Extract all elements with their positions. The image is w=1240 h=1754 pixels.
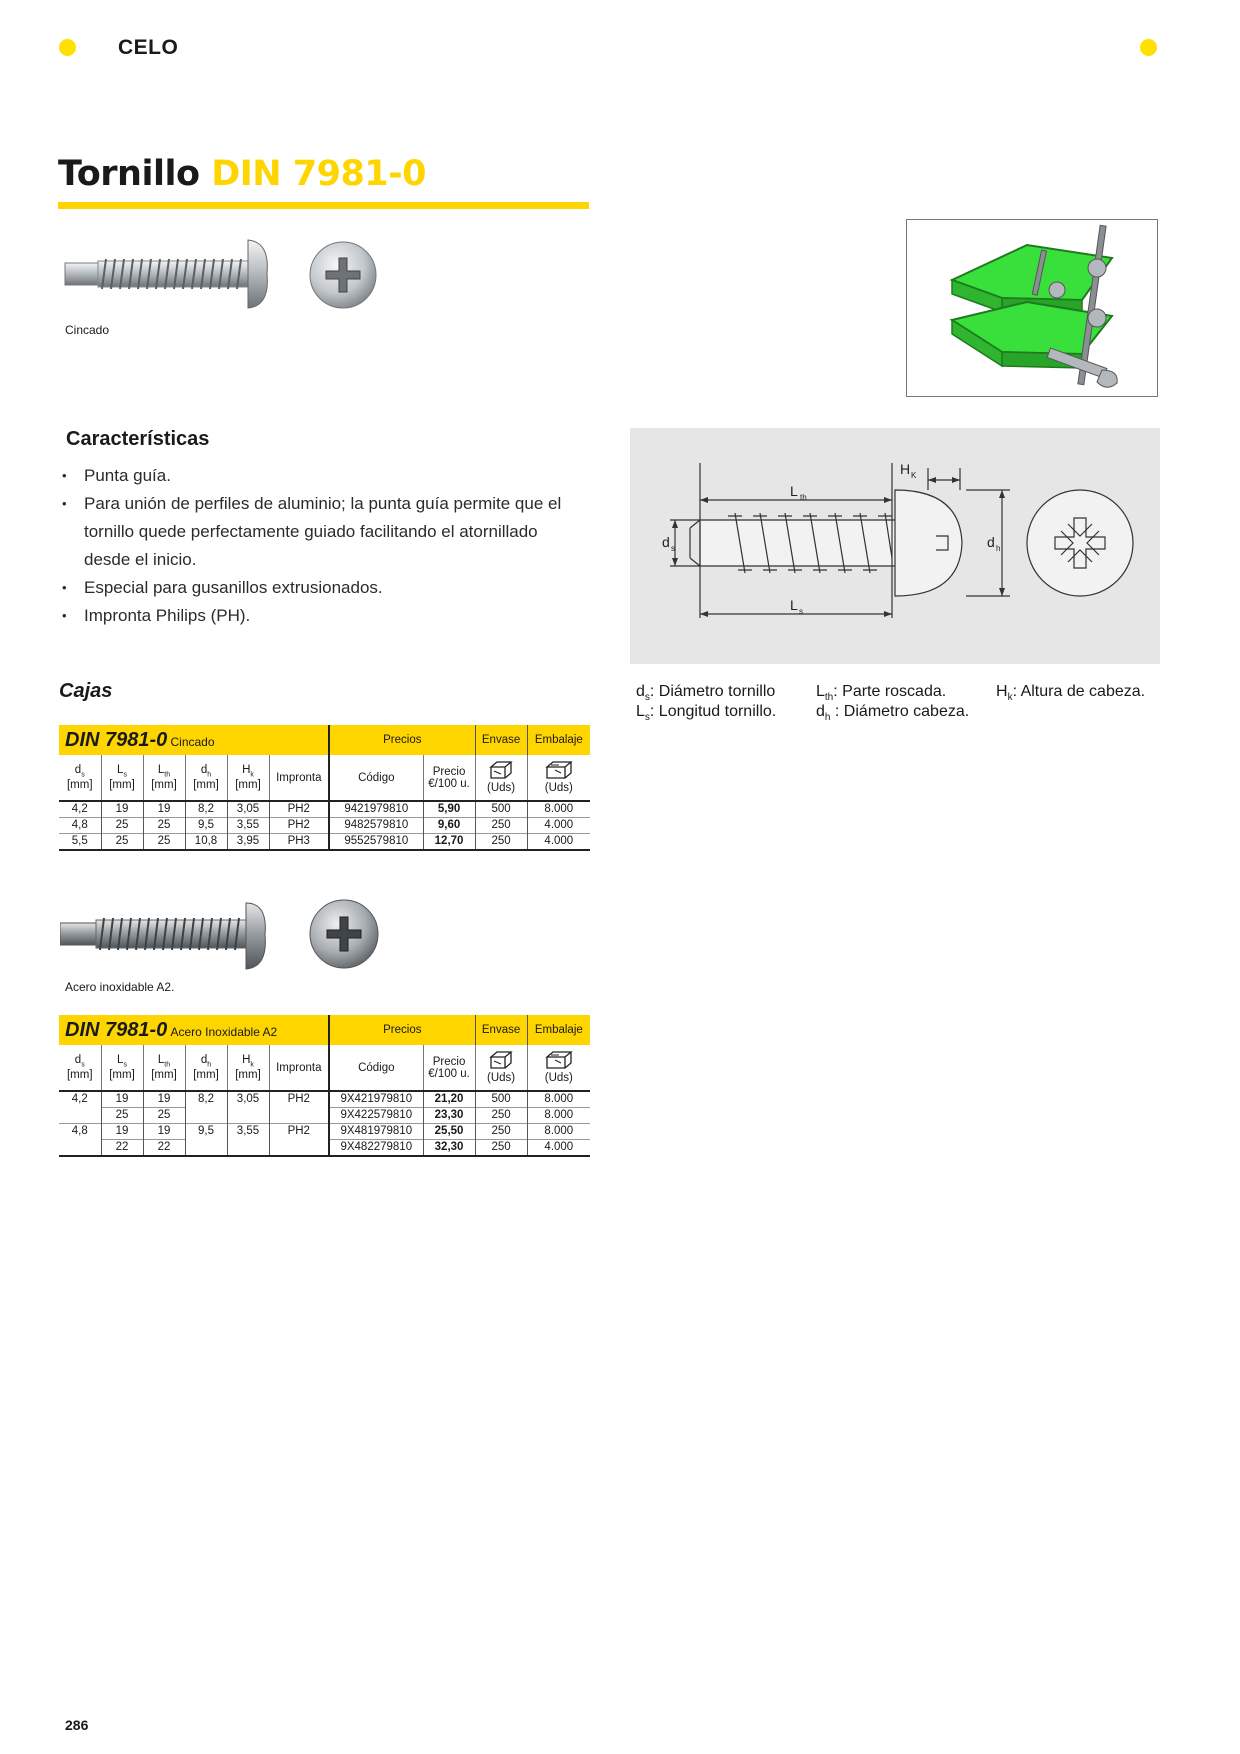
zinc-screw-head-image (308, 240, 378, 310)
table-row: 4,2 19 19 8,2 3,05 PH2 9421979810 5,90 500 8.000 (59, 801, 590, 818)
box-icon (489, 761, 513, 779)
inox-caption: Acero inoxidable A2. (65, 980, 175, 994)
col-envase: (Uds) (475, 1045, 527, 1091)
label-dh: d (987, 534, 995, 550)
precios-header: Precios (329, 1015, 475, 1045)
inox-table-title: DIN 7981-0 Acero Inoxidable A2 (59, 1015, 329, 1045)
screw-dimension-drawing (630, 428, 1160, 664)
technical-diagram-panel (630, 428, 1160, 664)
box-icon (489, 1051, 513, 1069)
feature-item: • Especial para gusanillos extrusionados. (60, 574, 600, 602)
title-highlight: DIN 7981-0 (211, 154, 427, 194)
feature-item-continuation: tornillo quede perfectamente guiado facilitando el atornillado (84, 522, 538, 541)
zinc-spec-table (59, 725, 590, 851)
envase-header: Envase (475, 1015, 527, 1045)
zinc-caption: Cincado (65, 323, 110, 337)
characteristics-list (60, 462, 600, 630)
embalaje-header: Embalaje (527, 1015, 590, 1045)
col-dh: $d_h$ [mm] (185, 1045, 227, 1091)
cajas-heading: Cajas (59, 680, 113, 702)
page-number: 286 (65, 1717, 89, 1733)
legend-hk: $H_k$: Altura de cabeza. (996, 683, 1146, 704)
label-lth: L (790, 483, 798, 499)
label-dh-sub: h (996, 544, 1001, 553)
col-lth: $L_{th}$ [mm] (143, 1045, 185, 1091)
label-ls-sub: s (799, 607, 803, 616)
zinc-table-title: DIN 7981-0 Cincado (59, 725, 329, 755)
label-hk: H (900, 461, 911, 477)
carton-icon (545, 761, 573, 779)
label-lth-sub: th (800, 493, 807, 502)
brand-label: CELO (118, 36, 179, 59)
legend-ds: $d_s$: Diámetro tornillo (636, 683, 776, 704)
application-image-frame (906, 219, 1158, 397)
aluminium-profile-image (907, 220, 1157, 396)
col-envase: (Uds) (475, 755, 527, 801)
inox-screw-head-image (308, 898, 380, 970)
col-ls: $L_s$ [mm] (101, 1045, 143, 1091)
table-row: 4,8 19 19 9,5 3,55 PH2 9X481979810 25,50 250 8.000 (59, 1124, 590, 1140)
col-codigo: Código (329, 1045, 423, 1091)
label-ls: L (790, 597, 798, 613)
col-impronta: Impronta (269, 755, 329, 801)
legend-dh: $d_h$ : Diámetro cabeza. (816, 703, 970, 724)
col-hk: $H_k$ [mm] (227, 755, 269, 801)
table-row: 25 25 9X422579810 23,30 250 8.000 (59, 1108, 590, 1124)
embalaje-header: Embalaje (527, 725, 590, 755)
legend-lth: $L_{th}$: Parte roscada. (816, 683, 947, 704)
col-embalaje: (Uds) (527, 1045, 590, 1091)
zinc-screw-side-image (60, 234, 270, 316)
header-dot-left (59, 39, 76, 56)
col-dh: $d_h$ [mm] (185, 755, 227, 801)
col-impronta: Impronta (269, 1045, 329, 1091)
col-lth: $L_{th}$ [mm] (143, 755, 185, 801)
inox-screw-side-image (60, 893, 270, 975)
carton-icon (545, 1051, 573, 1069)
label-hk-sub: K (911, 471, 917, 480)
legend-ls: $L_s$: Longitud tornillo. (636, 703, 777, 724)
table-row: 4,8 25 25 9,5 3,55 PH2 9482579810 9,60 250 4.000 (59, 818, 590, 834)
label-ds-sub: s (671, 544, 675, 553)
col-ls: $L_s$ [mm] (101, 755, 143, 801)
feature-item: • Para unión de perfiles de aluminio; la punta guía permite que el (60, 490, 600, 518)
feature-item: • Impronta Philips (PH). (60, 602, 600, 630)
characteristics-heading: Características (66, 428, 210, 450)
col-codigo: Código (329, 755, 423, 801)
title-underline (58, 202, 589, 209)
col-hk: $H_k$ [mm] (227, 1045, 269, 1091)
col-ds: $d_s$ [mm] (66, 764, 93, 791)
page-title (58, 154, 426, 194)
precios-header: Precios (329, 725, 475, 755)
col-ds: $d_s$ [mm] (66, 1054, 93, 1081)
col-embalaje: (Uds) (527, 755, 590, 801)
table-row: 4,2 19 19 8,2 3,05 PH2 9X421979810 21,20 500 8.000 (59, 1091, 590, 1108)
table-row: 22 22 9X482279810 32,30 250 4.000 (59, 1140, 590, 1157)
title-main: Tornillo (58, 154, 200, 194)
feature-item: • Punta guía. (60, 462, 600, 490)
table-row: 5,5 25 25 10,8 3,95 PH3 9552579810 12,70 250 4.000 (59, 834, 590, 851)
col-precio: Precio €/100 u. (423, 1045, 475, 1091)
inox-spec-table (59, 1015, 590, 1157)
label-ds: d (662, 534, 670, 550)
header-dot-right (1140, 39, 1157, 56)
feature-item-continuation: desde el inicio. (84, 550, 197, 569)
col-precio: Precio €/100 u. (423, 755, 475, 801)
envase-header: Envase (475, 725, 527, 755)
